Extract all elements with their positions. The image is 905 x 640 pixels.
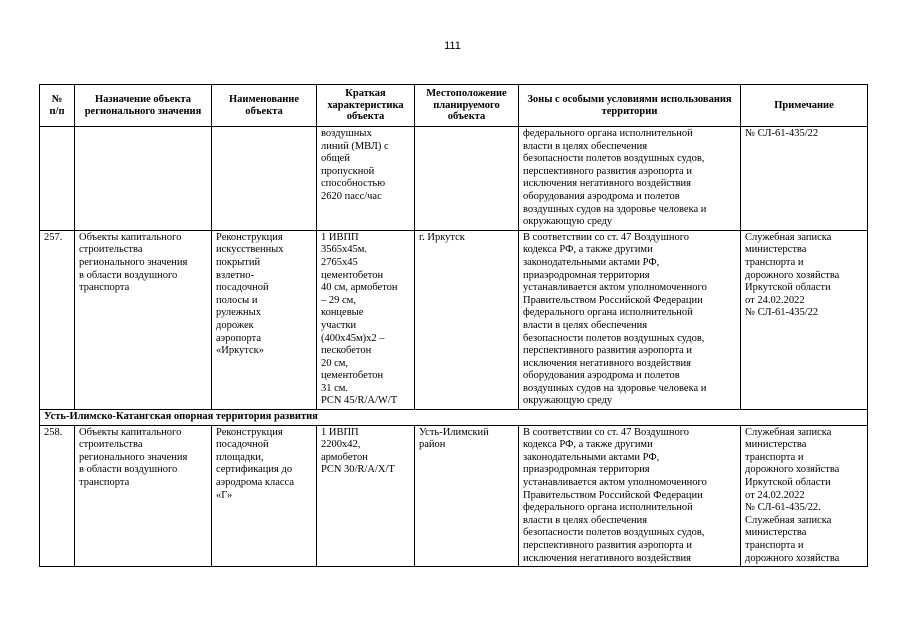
section-row [40,410,868,426]
cell-purpose: Объекты капитального строительства регионального значения в области воздушного транспорта [75,230,212,409]
cell-zones: В соответствии со ст. 47 Воздушного кодекса РФ, а также другими законодательными актами РФ, приаэродромная территория устанавливается актом уполномоченного Правительством Российской Федерации федерального органа исполнительной власти в целях обеспечения безопасности полетов воздушных судов, перспективного развития аэропорта и исключения негативного воздействия [519,425,741,567]
cell-note: Служебная записка министерства транспорта и дорожного хозяйства Иркутской области от 24.02.2022 № СЛ-61-435/22 [741,230,868,409]
header-note: Примечание [741,85,868,127]
cell-purpose [75,127,212,231]
cell-name [212,127,317,231]
cell-num: 257. [40,230,75,409]
page-number: 111 [444,40,461,52]
header-num: № п/п [40,85,75,127]
cell-name: Реконструкция посадочной площадки, сертификация до аэродрома класса «Г» [212,425,317,567]
cell-name: Реконструкция искусственных покрытий взлетно- посадочной полосы и рулежных дорожек аэропорта «Иркутск» [212,230,317,409]
cell-num [40,127,75,231]
cell-zones: федерального органа исполнительной власти в целях обеспечения безопасности полетов воздушных судов, перспективного развития аэропорта и исключения негативного воздействия оборудования аэродрома и полетов воздушных судов на здоровье человека и окружающую среду [519,127,741,231]
table-row [40,127,868,231]
cell-note: № СЛ-61-435/22 [741,127,868,231]
cell-characteristics: воздушных линий (МВЛ) с общей пропускной способностью 2620 пасс/час [317,127,415,231]
header-name: Наименование объекта [212,85,317,127]
table-header-row [40,85,868,127]
cell-characteristics: 1 ИВПП 3565х45м. 2765х45 цементобетон 40 см, армобетон – 29 см, концевые участки (400х45м)х2 – пескобетон 20 см, цементобетон 31 см. PCN 45/R/A/W/T [317,230,415,409]
cell-location [415,127,519,231]
cell-location: г. Иркутск [415,230,519,409]
header-characteristics: Краткая характеристика объекта [317,85,415,127]
section-heading: Усть-Илимско-Катангская опорная территория развития [40,410,868,426]
cell-note: Служебная записка министерства транспорта и дорожного хозяйства Иркутской области от 24.02.2022 № СЛ-61-435/22. Служебная записка министерства транспорта и дорожного хозяйства [741,425,868,567]
header-location: Местоположение планируемого объекта [415,85,519,127]
cell-num: 258. [40,425,75,567]
table-row [40,230,868,409]
cell-purpose: Объекты капитального строительства регионального значения в области воздушного транспорта [75,425,212,567]
table-row [40,425,868,567]
cell-zones: В соответствии со ст. 47 Воздушного кодекса РФ, а также другими законодательными актами РФ, приаэродромная территория устанавливается актом уполномоченного Правительством Российской Федерации федерального органа исполнительной власти в целях обеспечения безопасности полетов воздушных судов, перспективного развития аэропорта и исключения негативного воздействия оборудования аэродрома и полетов воздушных судов на здоровье человека и окружающую среду [519,230,741,409]
cell-location: Усть-Илимский район [415,425,519,567]
cell-characteristics: 1 ИВПП 2200х42, армобетон PCN 30/R/A/X/T [317,425,415,567]
header-purpose: Назначение объекта регионального значения [75,85,212,127]
header-zones: Зоны с особыми условиями использования территории [519,85,741,127]
regional-objects-table [39,84,868,567]
